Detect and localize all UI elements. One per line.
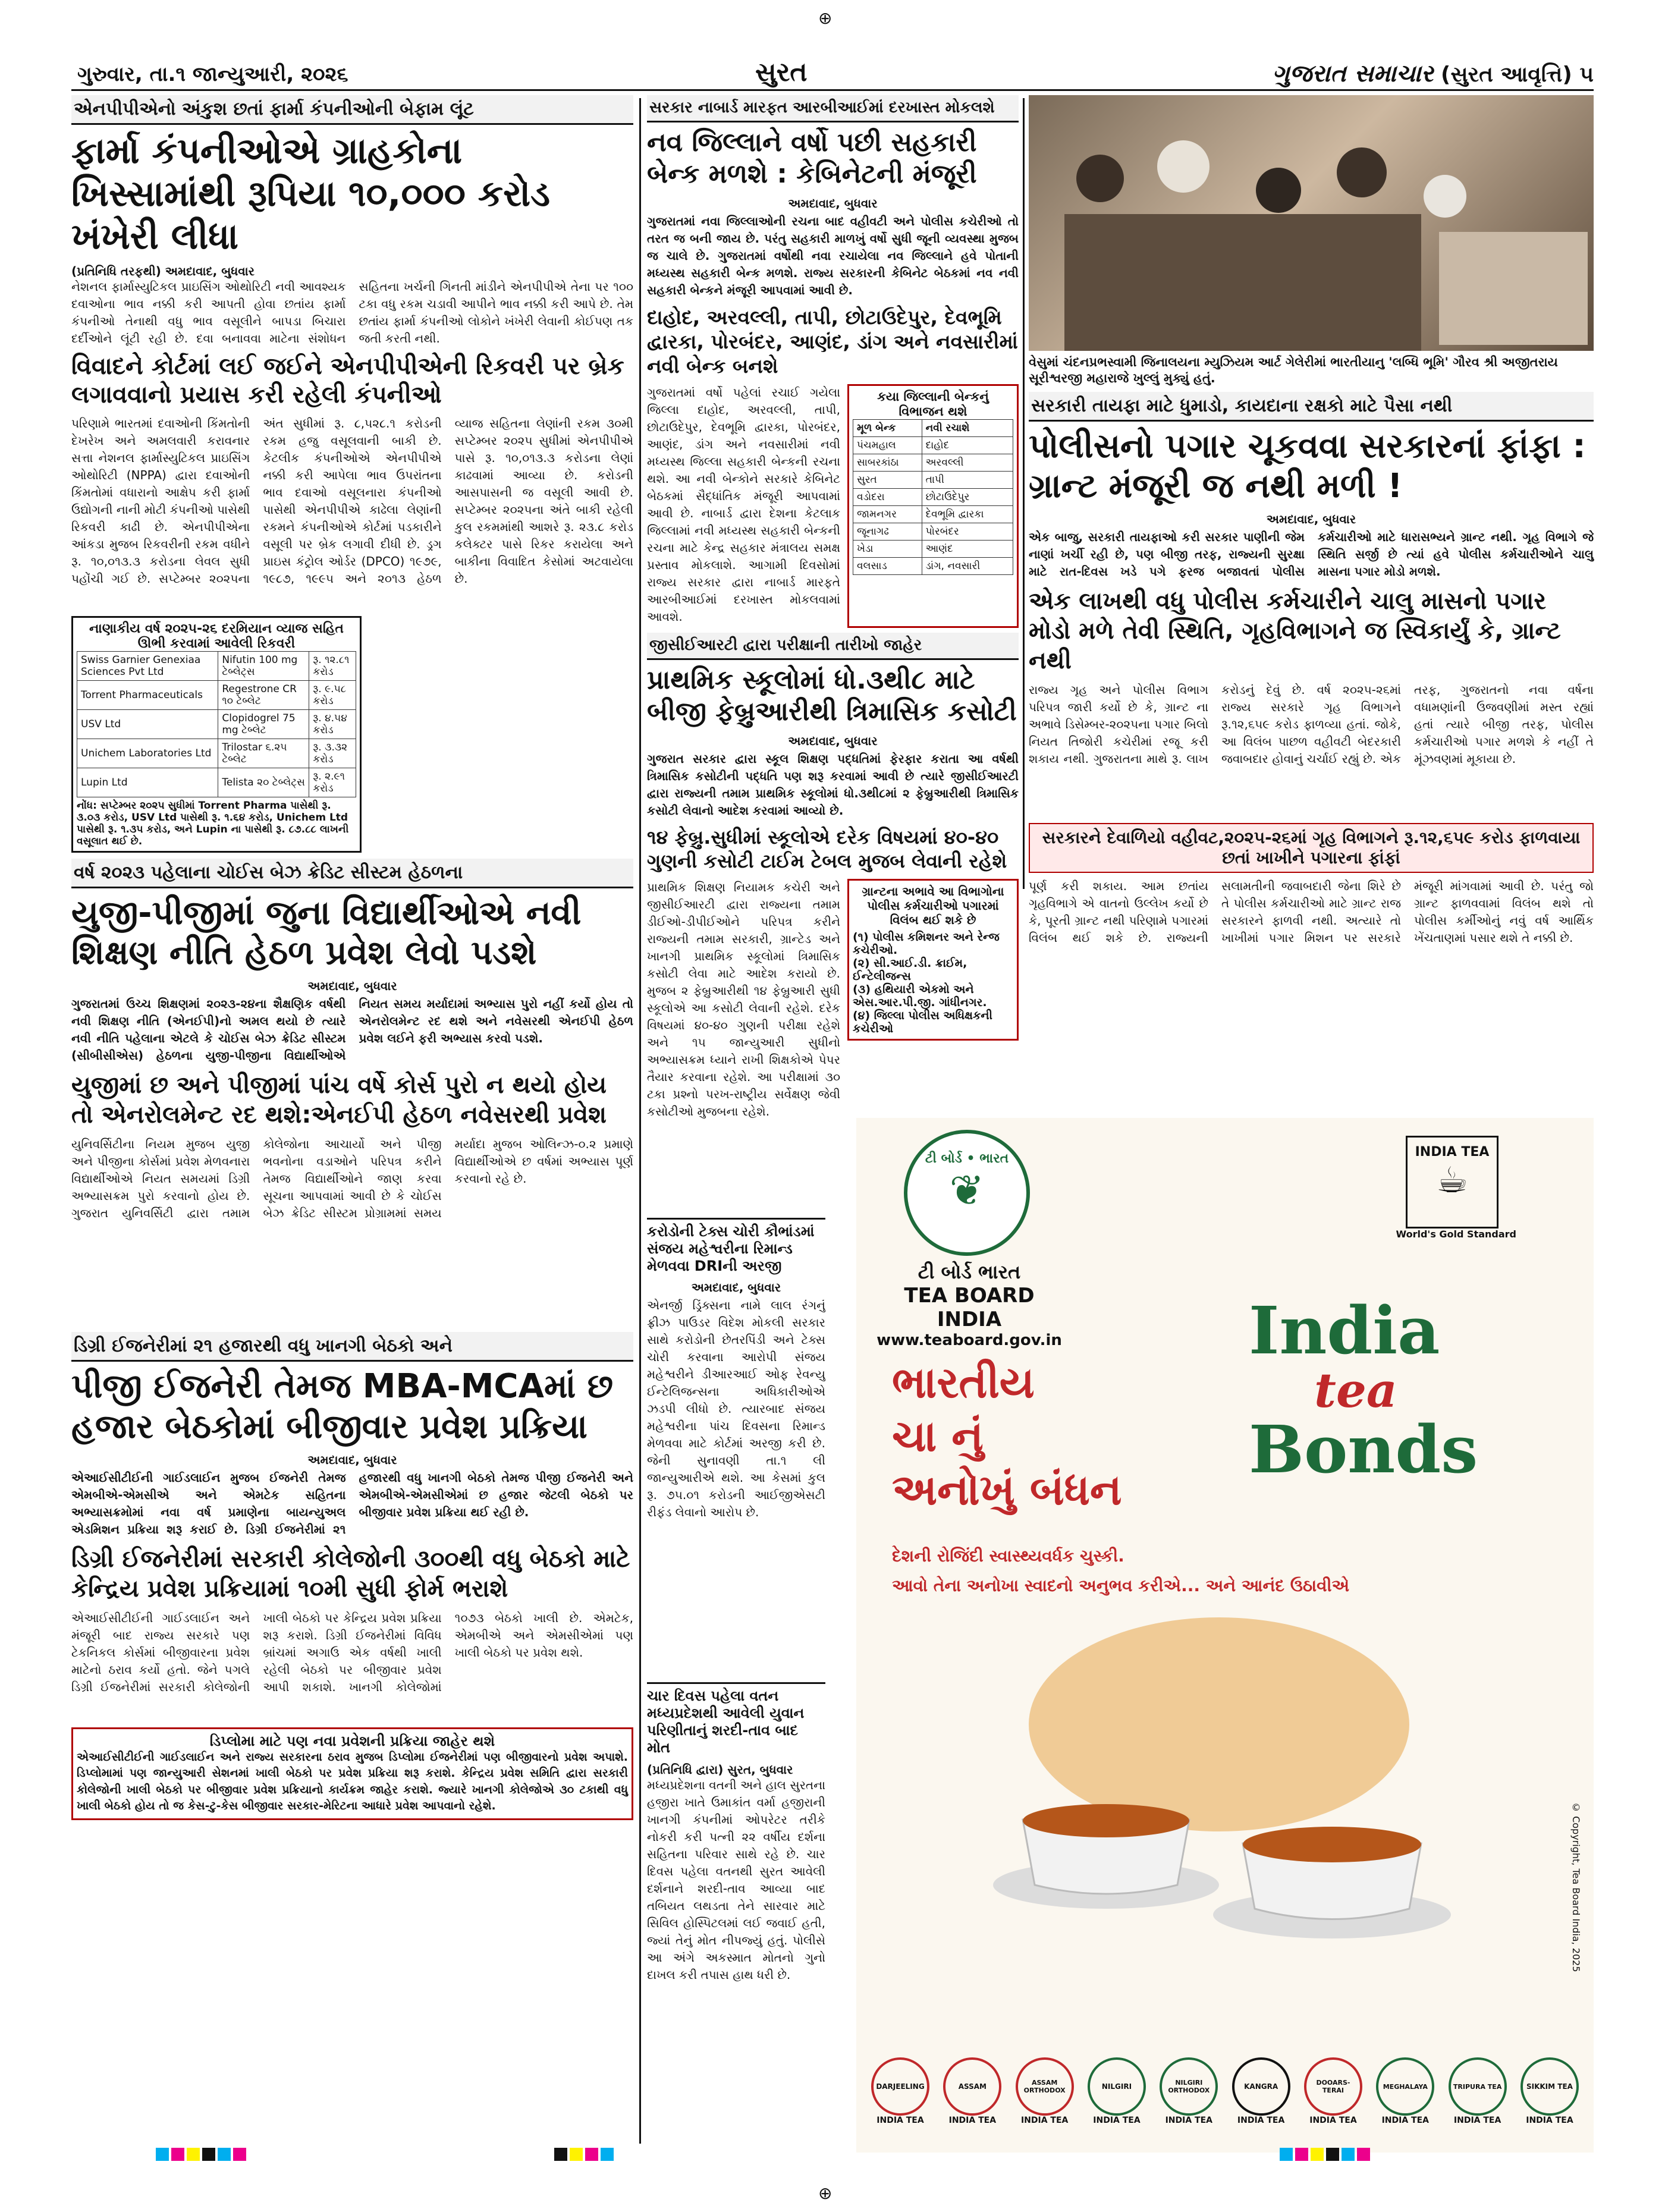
article-body: રાજ્ય ગૃહ અને પોલીસ વિભાગ પરિપત્ર જારી કર્યો છે કે, ગ્રાન્ટ ના અભાવે ડિસેમ્બર-૨૦૨૫ના પગાર બિલો નિયત તિજોરી કચેરીમાં રજૂ કરી શકાય નથી. ગુજરાતના માથે રૂ. લાખ કરોડનું દેવું છે. વર્ષ ૨૦૨૫-૨૬માં રાજ્ય સરકારે ગૃહ વિભાગને રૂ.૧૨,૬૫૯ કરોડ ફાળવ્યા હતાં. જોકે, આ વિલંબ પાછળ વહીવટી બેદરકારી જવાબદાર હોવાનું ચર્ચાઈ રહ્યું છે. એક તરફ, ગુજરાતનો નવા વર્ષના વધામણાંની ઉજવણીમાં મસ્ત રહ્યાં હતાં ત્યારે બીજી તરફ, પોલીસ કર્મચારીઓ પગાર મળશે કે નહીં તે મૂંઝવણમાં મૂકાયા છે. (1029, 682, 1594, 766)
diploma-notice (71, 1727, 633, 1820)
article-body: નેશનલ ફાર્માસ્યુટિકલ પ્રાઇસિંગ ઓથોરિટી નવી આવશ્યક દવાઓના ભાવ નક્કી કરી આપતી હોવા છતાંય ફાર્મા કંપનીઓ તેનાથી વધુ ભાવ વસૂલીને બાપડા બિચારા દર્દીઓને લૂંટી રહી છે. દવા બનાવવા માટેના સંશોધન સહિતના ખર્ચની ગિનતી માંડીને એનપીપીએ તેના પર ૧૦૦ ટકા વધુ રકમ ચડાવી આપીને ભાવ નક્કી કરી આપે છે. તેમ છતાંય ફાર્મા કંપનીઓ લોકોને ખંખેરી લેવાની કોઈપણ તક જતી કરતી નથી. (71, 279, 633, 345)
registration-mark-top: ⊕ (818, 8, 832, 28)
article-body: ગુજરાતમાં વર્ષો પહેલાં રચાઈ ગયેલા જિલ્લા દાહોદ, અરવલ્લી, તાપી, છોટાઉદેપુર, દેવભૂમિ દ્વારકા, પોરબંદર, આણંદ, ડાંગ અને નવસારીમાં નવી મધ્યસ્થ જિલ્લા સહકારી બેન્કની રચના થશે. આ નવી બેન્કોને સરકારે કેબિનેટ બેઠકમાં સૈદ્ધાંતિક મંજૂરી આપવામાં આવી છે. નાબાર્ડ દ્વારા દેશના કેટલાક જિલ્લામાં નવી મધ્યસ્થ સહકારી બેન્કની રચના માટે કેન્દ્ર સહકાર મંત્રાલય સમક્ષ પ્રસ્તાવ મોકલાશે. આગામી દિવસોમાં રાજ્ય સરકાર દ્વારા નાબાર્ડ મારફતે આરબીઆઈમાં દરખાસ્ત મોકલવામાં આવશે. (647, 385, 840, 624)
header-rule (71, 89, 1594, 91)
tea-leaf-icon: ❦ (949, 1166, 985, 1215)
paper-name: ગુજરાત સમાચાર (1272, 59, 1434, 87)
region-logo: DARJEELING INDIA TEA (868, 2057, 932, 2125)
box-item: (૧) પોલીસ કમિશનર અને રેન્જ કચેરીઓ. (853, 930, 1000, 957)
page-date: ગુરુવાર, તા.૧ જાન્યુઆરી, ૨૦૨૬ (77, 62, 348, 86)
headline: પોલીસનો પગાર ચૂકવવા સરકારનાં ફાંફા : ગ્રાન્ટ મંજૂરી જ નથી મળી ! (1029, 426, 1586, 505)
article-lead: એઆઈસીટીઈની ગાઈડલાઈન મુજબ ઈજનેરી તેમજ એમબીએ-એમસીએ અને એમટેક સહિતના અભ્યાસક્રમોમાં નવા વર્ષ પ્રમાણેના બાયન્યુઅલ એડમિશન પ્રક્રિયા શરૂ કરાઈ છે. ડિગ્રી ઈજનેરીમાં ૨૧ હજારથી વધુ ખાનગી બેઠકો તેમજ પીજી ઈજનેરી અને એમબીએ-એમસીએમાં છ હજાર જેટલી બેઠકો પર બીજીવાર પ્રવેશ પ્રક્રિયા થઈ રહી છે. (71, 1470, 633, 1537)
tea-board-ad (856, 1118, 1594, 2153)
headline: પ્રાથમિક સ્કૂલોમાં ધો.૩થી૮ માટે બીજી ફેબ્રુઆરીથી ત્રિમાસિક કસોટી (647, 665, 1017, 727)
ad-brand-tea: tea (1314, 1362, 1397, 1418)
article-npp-recovery (71, 352, 633, 611)
kicker: એનપીપીએનો અંકુશ છતાં ફાર્મા કંપનીઓની બેફામ લૂંટ (71, 95, 633, 125)
article-body: પરિણામે ભારતમાં દવાઓની કિંમતોની દેખરેખ અને અમલવારી કરાવનાર સત્તા નેશનલ ફાર્માસ્યુટિકલ પ્રાઇસિંગ ઓથોરિટી (NPPA) દ્વારા દવાઓની કિંમતોમાં વધારાનો આક્ષેપ કરી ફાર્મા ઉદ્યોગની નાની મોટી કંપનીઓ પાસેથી રિકવરી કાઢી છે. એનપીપીએના આંકડા મુજબ રિકવરીની રકમ વધીને રૂ. ૧૦,૦૧૩.૩ કરોડના લેવલ સુધી પહોંચી ગઈ છે. સપ્ટેમ્બર ૨૦૨૫ના અંત સુધીમાં રૂ. ૮,૫૨૮.૧ કરોડની રકમ હજુ વસૂલવાની બાકી છે. કેટલીક કંપનીઓએ એનપીપીએ નક્કી કરી આપેલા ભાવ ઉપરાંતના ભાવ દવાઓ વસૂલનારા કંપનીઓ પાસેથી એનપીપીએ કાઢેલા લેણાંની રકમને કંપનીઓએ કોર્ટમાં પડકારીને વસૂલી પર બ્રેક લગાવી દીધી છે. ડ્રગ પ્રાઇસ કંટ્રોલ ઓર્ડર (DPCO) ૧૯૭૯, ૧૯૮૭, ૧૯૯૫ અને ૨૦૧૩ હેઠળ વ્યાજ સહિતના લેણાંની રકમ ૩૦મી સપ્ટેમ્બર ૨૦૨૫ સુધીમાં એનપીપીએ પાસે રૂ. ૧૦,૦૧૩.૩ કરોડના લેણાં કાઢવામાં આવ્યા છે. કરોડની આસપાસની જ વસૂલી આવી છે. સપ્ટેમ્બર ૨૦૨૫ના અંતે બાકી રહેલી કુલ રકમમાંથી આશરે રૂ. ૨૩.૮ કરોડ કલેક્ટર પાસે રિકર કરાયેલા અને બાકીના વિવાદિત કેસોમાં અટવાયેલા છે. (71, 416, 633, 586)
table-row: જામનગર દેવભૂમિ દ્વારકા (853, 506, 1013, 523)
column-rule (1023, 98, 1025, 889)
article-body: એનર્જી ડ્રિંક્સના નામે લાલ રંગનું ફ્રીઝ પાઉડર વિદેશ મોકલી સરકાર સાથે કરોડોની છેતરપિંડી અને ટેક્સ ચોરી કરવાના આરોપી સંજય મહેશ્વરીને ડીઆરઆઈ ઓફ રેવન્યુ ઈન્ટેલિજન્સના અધિકારીઓએ ઝડપી લીધો છે. ત્યારબાદ સંજય મહેશ્વરીના પાંચ દિવસના રિમાન્ડ મેળવવા માટે કોર્ટમાં અરજી કરી છે. જેની સુનાવણી તા.૧ લી જાન્યુઆરીએ થશે. આ કેસમાં કુલ રૂ. ૭૫.૦૧ કરોડની આઈજીએસટી રીફંડ લેવાનો આરોપ છે. (647, 1298, 825, 1520)
color-bar-right (1278, 2148, 1371, 2163)
byline: (પ્રતિનિધિ દ્વારા) સુરત, બુધવાર (647, 1762, 793, 1777)
table-note: નોંધ: સપ્ટેમ્બર ૨૦૨૫ સુધીમાં Torrent Pharma પાસેથી રૂ. ૩.૦૩ કરોડ, USV Ltd પાસેથી રૂ. ૧.૬૪ કરોડ, Unichem Ltd પાસેથી રૂ. ૧.૩૫ કરોડ, અને Lupin ના પાસેથી રૂ. ૮૭.૮૮ લાખની વસૂલાત થઈ છે. (77, 800, 349, 847)
table-row: Lupin Ltd Telista ૨૦ ટેબ્લેટ્સ રૂ. ૨.૯૧ કરોડ (77, 768, 356, 797)
table-row: મૂળ બેન્ક નવી રચાશે (853, 420, 1013, 437)
article-body: પ્રાથમિક શિક્ષણ નિયામક કચેરી અને જીસીઈઆરટી દ્વારા રાજ્યના તમામ ડીઈઓ-ડીપીઈઓને પરિપત્ર કરીને રાજ્યની તમામ સરકારી, ગ્રાન્ટેડ અને ખાનગી પ્રાથમિક સ્કૂલોમાં ત્રિમાસિક કસોટી લેવા માટે આદેશ કરાયો છે. મુજબ ૨ ફેબ્રુઆરીથી ૧૪ ફેબ્રુઆરી સુધી સ્કૂલોએ આ કસોટી લેવાની રહેશે. દરેક વિષયમાં ૪૦-૪૦ ગુણની પરીક્ષા રહેશે અને ૧૫ જાન્યુઆરી સુધીનો અભ્યાસક્રમ ધ્યાને રાખી શિક્ષકોએ પેપર તૈયાર કરવાના રહેશે. આ પરીક્ષામાં ૩૦ ટકા પ્રશ્નો પરખ-રાષ્ટ્રીય સર્વેક્ષણ જેવી કસોટીઓ મુજબના રહેશે. (647, 879, 840, 1118)
table-row: સાબરકાંઠા અરવલ્લી (853, 454, 1013, 472)
ad-tagline-1: ભારતીય (892, 1358, 1035, 1407)
box-title: ગ્રાન્ટના અભાવે આ વિભાગોના પોલીસ કર્મચારીઓ પગારમાં વિલંબ થઈ શકે છે (862, 884, 1004, 927)
kicker: ડિગ્રી ઈજનેરીમાં ૨૧ હજારથી વધુ ખાનગી બેઠકો અને (71, 1332, 633, 1362)
tea-cups-illustration (951, 1605, 1487, 1974)
region-logo: MEGHALAYA INDIA TEA (1373, 2057, 1437, 2125)
ad-tagline-2: ચા નું (892, 1411, 984, 1461)
table-row: ખેડા આણંદ (853, 541, 1013, 558)
ad-line-1: દેશની રોજિંદી સ્વાસ્થ્યવર્ધક ચુસ્કી. (892, 1546, 1124, 1566)
article-ug-pg (71, 859, 633, 1332)
kicker: સરકાર નાબાર્ડ મારફત આરબીઆઈમાં દરખાસ્ત મોકલશે (647, 95, 1019, 122)
table-row: વલસાડ ડાંગ, નવસારી (853, 558, 1013, 575)
headline: કરોડોની ટેક્સ ચોરી કૌભાંડમાં સંજય મહેશ્વરીના રિમાન્ડ મેળવવા DRIની અરજી (647, 1218, 825, 1274)
article-engineering (71, 1332, 633, 1820)
byline: અમદાવાદ, બુધવાર (691, 1280, 781, 1295)
notice-body: એઆઈસીટીઈની ગાઈડલાઈન અને રાજ્ય સરકારના ઠરાવ મુજબ ડિપ્લોમા ઈજનેરીમાં પણ બીજીવારનો પ્રવેશ અપાશે. ડિપ્લોમામાં પણ જાન્યુઆરી સેશનમાં ખાલી બેઠકો પર પ્રવેશ પ્રક્રિયા શરૂ કરાશે. કેન્દ્રિય પ્રવેશ સમિતિ દ્વારા સરકારી કોલેજોની ખાલી બેઠકો પર બીજીવાર પ્રવેશ પ્રક્રિયાનો કાર્યક્રમ જાહેર કરાશે. જ્યારે ખાનગી કોલેજોએ ૩૦ ટકાથી વધુ ખાલી બેઠકો હોય તો જ કેસ-ટુ-કેસ બીજીવાર સરકાર-મેરિટના આધારે પ્રવેશ આપવાનો રહેશે. (77, 1750, 628, 1813)
article-coop-bank (647, 95, 1019, 628)
color-bar-left (155, 2148, 247, 2163)
kicker: સરકારી તાયફા માટે ધુમાડો, કાયદાના રક્ષકો માટે પૈસા નથી (1029, 392, 1594, 422)
kicker: વર્ષ ૨૦૨૩ પહેલાના ચોઈસ બેઝ ક્રેડિટ સીસ્ટમ હેઠળના (71, 859, 633, 888)
tea-cup-icon: ☕ (1436, 1160, 1468, 1201)
table-row: સુરત તાપી (853, 472, 1013, 489)
ad-org-english: TEA BOARD INDIA (904, 1284, 1035, 1331)
article-lead: ગુજરાતમાં ઉચ્ચ શિક્ષણમાં ૨૦૨૩-૨૪ના શૈક્ષણિક વર્ષથી નવી શિક્ષણ નીતિ (એનઈપી)નો અમલ થયો છે ત્યારે નવી નીતિ પહેલાના એટલે કે ચોઈસ બેઝ ક્રેડિટ સીસ્ટમ (સીબીસીએસ) હેઠળના યુજી-પીજીના વિદ્યાર્થીઓએ નિયત સમય મર્યાદામાં અભ્યાસ પુરો નહીં કર્યો હોય તો એનરોલમેન્ટ રદ થશે અને નવેસરથી એનઈપી હેઠળ પ્રવેશ લઈને ફરી અભ્યાસ કરવો પડશે. (71, 997, 633, 1063)
table-title: કયા જિલ્લાની બેન્કનું વિભાજન થશે (877, 389, 989, 419)
ad-line-2: આવો તેના અનોખા સ્વાદનો અનુભવ કરીએ... અને આનંદ ઉઠાવીએ (892, 1576, 1350, 1595)
data-table (853, 419, 1013, 575)
box-item: (૪) જિલ્લા પોલીસ અધિક્ષકની કચેરીઓ (853, 1008, 992, 1035)
registration-mark-bottom: ⊕ (818, 2183, 832, 2203)
page-city: સુરત (755, 57, 808, 87)
india-tea-logo: INDIA TEA ☕ (1406, 1136, 1498, 1228)
article-body: મધ્યપ્રદેશના વતની અને હાલ સુરતના હજીરા ખાતે ઉમાકાંત વર્મા હજીરાની ખાનગી કંપનીમાં ઓપરેટર તરીકે નોકરી કરી પત્ની ૨૨ વર્ષીય દર્શના સહિતના પરિવાર સાથે રહે છે. ચાર દિવસ પહેલા વતનથી સુરત આવેલી દર્શનાને શરદી-તાવ આવ્યા બાદ તબિયત લથડતા તેને સારવાર માટે સિવિલ હોસ્પિટલમાં લઈ જવાઈ હતી, જ્યાં તેનું મોત નીપજ્યું હતું. પોલીસે આ અંગે અકસ્માત મોતનો ગુનો દાખલ કરી તપાસ હાથ ધરી છે. (647, 1777, 825, 1982)
notice-title: ડિપ્લોમા માટે પણ નવા પ્રવેશની પ્રક્રિયા જાહેર થશે (209, 1732, 495, 1749)
recovery-table (71, 616, 362, 853)
headline: નવ જિલ્લાને વર્ષો પછી સહકારી બેન્ક મળશે : કેબિનેટની મંજૂરી (647, 127, 977, 189)
byline: અમદાવાદ, બુધવાર (307, 1452, 397, 1467)
article-police-salary (1029, 392, 1594, 1026)
photo-caption: વેસુમાં ચંદનપ્રભસ્વામી જિનાલયના મ્યુઝિયમ આર્ટ ગેલેરીમાં ભારતીયાનુ 'લબ્ધિ ભૂમિ' ગૌરવ શ્રી અજીતરાય સૂરીશ્વરજી મહારાજે ખુલ્લું મુક્યું હતું. (1029, 355, 1558, 386)
byline: અમદાવાદ, બુધવાર (788, 196, 878, 210)
left-column (71, 95, 633, 2153)
red-kicker: સરકારને દેવાળિયો વહીવટ,૨૦૨૫-૨૬માં ગૃહ વિભાગને રૂ.૧૨,૬૫૯ કરોડ ફાળવાયા છતાં ખાખીને પગારના ફાંફાં (1029, 823, 1594, 873)
data-table (77, 651, 356, 797)
tea-region-logos (868, 2057, 1582, 2125)
byline: અમદાવાદ, બુધવાર (788, 733, 878, 748)
kicker: જીસીઈઆરટી દ્વારા પરીક્ષાની તારીખો જાહેર (647, 633, 1019, 660)
ad-copyright: © Copyright, Tea Board India, 2025 (1570, 1802, 1582, 1972)
article-lead: ગુજરાત સરકાર દ્વારા સ્કૂલ શિક્ષણ પદ્ધતિમાં ફેરફાર કરાતા આ વર્ષથી ત્રિમાસિક કસોટીની પદ્ધતિ પણ શરૂ કરવામાં આવી છે ત્યારે જીસીઈઆરટી દ્વારા રાજ્યની તમામ પ્રાથમિક સ્કૂલોમાં ધો.૩થી૮માં ૨ ફેબ્રુઆરીથી ત્રિમાસિક કસોટી લેવાનો આદેશ કરવામાં આવ્યો છે. (647, 751, 1019, 818)
table-row: Swiss Garnier Genexiaa Sciences Pvt Ltd Nifutin 100 mg ટેબ્લેટ્સ રૂ. ૧૨.૮૧ કરોડ (77, 652, 356, 681)
headline: પીજી ઈજનેરી તેમજ MBA-MCAમાં છ હજાર બેઠકોમાં બીજીવાર પ્રવેશ પ્રક્રિયા (71, 1367, 613, 1446)
article-tax-fraud (647, 1218, 825, 2110)
region-logo: SIKKIM TEA INDIA TEA (1518, 2057, 1582, 2125)
subheadline: ૧૪ ફેબ્રુ.સુધીમાં સ્કૂલોએ દરેક વિષયમાં ૪૦-૪૦ ગુણની કસોટી ટાઈમ ટેબલ મુજબ લેવાની રહેશે (647, 825, 1007, 872)
region-logo: NILGIRI ORTHODOX INDIA TEA (1157, 2057, 1221, 2125)
photo-crowd (1029, 95, 1594, 351)
table-row: વડોદરા છોટાઉદેપુર (853, 489, 1013, 506)
ad-org-gujarati: ટી બોર્ડ ભારત (918, 1261, 1021, 1283)
box-item: (૩) હથિયારી એકમો અને એસ.આર.પી.જી. ગાંધીનગર. (853, 982, 987, 1009)
headline: ફાર્મા કંપનીઓએ ગ્રાહકોના ખિસ્સામાંથી રૂપિયા ૧૦,૦૦૦ કરોડ ખંખેરી લીધા (71, 130, 551, 257)
table-row: USV Ltd Clopidogrel 75 mg ટેબ્લેટ રૂ. ૪.૫૪ કરોડ (77, 710, 356, 739)
region-logo: ASSAM INDIA TEA (940, 2057, 1004, 2125)
region-logo: KANGRA INDIA TEA (1229, 2057, 1293, 2125)
color-bar-mid (553, 2148, 615, 2163)
article-body: યુનિવર્સિટીના નિયમ મુજબ યુજી અને પીજીના કોર્સમાં પ્રવેશ મેળવનારા વિદ્યાર્થીઓએ નિયત સમયમાં ડિગ્રી અભ્યાસક્રમ પુરો કરવાનો હોય છે. ગુજરાત યુનિવર્સિટી દ્વારા તમામ કોલેજોના આચાર્યો અને પીજી ભવનોના વડાઓને પરિપત્ર કરીને તેમજ વિદ્યાર્થીઓને જાણ કરવા સૂચના આપવામાં આવી છે કે ચોઈસ બેઝ ક્રેડિટ સીસ્ટમ પ્રોગ્રામમાં સમય મર્યાદા મુજબ ઓલિન્ઝ-૦.૨ પ્રમાણે વિદ્યાર્થીઓએ છ વર્ષમાં અભ્યાસ પૂર્ણ કરવાનો રહે છે. (71, 1137, 633, 1221)
table-row: જૂનાગઢ પોરબંદર (853, 523, 1013, 541)
edition-label: (સુરત આવૃત્તિ) ૫ (1440, 62, 1594, 87)
table-row: Unichem Laboratories Ltd Trilostar ૬.૨૫ ટેબ્લેટ રૂ. ૩.૩૨ કરોડ (77, 739, 356, 768)
article-body: પૂર્ણ કરી શકાય. આમ છતાંય ગૃહવિભાગે એ વાતનો ઉલ્લેખ કર્યો છે કે, પૂરતી ગ્રાન્ટ નથી પરિણામે પગારમાં વિલંબ થઈ શકે છે. રાજ્યની સલામતીની જવાબદારી જેના શિરે છે તે પોલીસ કર્મચારીઓ માટે ગ્રાન્ટ રાજ સરકારને ફાળવી નથી. અત્યારે તો ખાખીમાં પગાર મિશન પર સરકારે મંજૂરી માંગવામાં આવી છે. પરંતુ જો ગ્રાન્ટ ફાળવવામાં વિલંબ થશે તો પોલીસ કર્મીઓનું નવું વર્ષ આર્થિક ખેંચતાણમાં પસાર થશે તે નક્કી છે. (1029, 878, 1594, 945)
police-grant-box (847, 879, 1019, 1041)
ad-logo-tag: World's Gold Standard (1396, 1228, 1516, 1240)
region-logo: TRIPURA TEA INDIA TEA (1446, 2057, 1510, 2125)
region-logo: DOOARS-TERAI INDIA TEA (1301, 2057, 1365, 2125)
subheadline: યુજીમાં છ અને પીજીમાં પાંચ વર્ષે કોર્સ પુરો ન થયો હોય તો એનરોલમેન્ટ રદ થશે:એનઈપી હેઠળ નવેસરથી પ્રવેશ (71, 1072, 607, 1129)
article-body: એઆઈસીટીઈની ગાઈડલાઈન અને મંજૂરી બાદ રાજ્ય સરકારે પણ ટેકનિકલ કોર્સમાં બીજીવારના પ્રવેશ માટેનો ઠરાવ કર્યો હતો. જેને પગલે ડિગ્રી ઈજનેરીમાં સરકારી કોલેજોની ખાલી બેઠકો પર કેન્દ્રિય પ્રવેશ પ્રક્રિયા શરૂ કરાશે. ડિગ્રી ઈજનેરીમાં વિવિધ બ્રાંચમાં અગાઉ એક વર્ષથી ખાલી રહેલી બેઠકો પર બીજીવાર પ્રવેશ આપી શકાશે. ખાનગી કોલેજોમાં ૧૦૭૩ બેઠકો ખાલી છે. એમટેક, એમબીએ અને એમસીએમાં પણ ખાલી બેઠકો પર પ્રવેશ થશે. (71, 1610, 633, 1694)
table-row: પંચમહાલ દાહોદ (853, 437, 1013, 454)
ad-url: www.teaboard.gov.in (877, 1331, 1062, 1349)
column-rule (639, 98, 641, 2144)
bank-split-table (847, 384, 1019, 628)
region-logo: ASSAM ORTHODOX INDIA TEA (1013, 2057, 1077, 2125)
headline: ચાર દિવસ પહેલા વતન મધ્યપ્રદેશથી આવેલી યુવાન પરિણીતાનું શરદી-તાવ બાદ મોત (647, 1682, 825, 1756)
subheadline: ડિગ્રી ઈજનેરીમાં સરકારી કોલેજોની ૩૦૦થી વધુ બેઠકો માટે કેન્દ્રિય પ્રવેશ પ્રક્રિયામાં ૧૦મી સુધી ફોર્મ ભરાશે (71, 1545, 630, 1603)
region-logo: NILGIRI INDIA TEA (1085, 2057, 1149, 2125)
headline: યુજી-પીજીમાં જુના વિદ્યાર્થીઓએ નવી શિક્ષણ નીતિ હેઠળ પ્રવેશ લેવો પડશે (71, 894, 582, 973)
masthead-brand (1272, 59, 1594, 87)
byline: અમદાવાદ, બુધવાર (307, 979, 397, 994)
table-row: Torrent Pharmaceuticals Regestrone CR ૧૦ ટેબ્લેટ રૂ. ૯.૫૮ કરોડ (77, 681, 356, 710)
ad-emblem: ટી બોર્ડ • ભારત ❦ (904, 1130, 1030, 1256)
ad-brand-bonds: Bonds (1249, 1410, 1478, 1488)
byline: અમદાવાદ, બુધવાર (1266, 511, 1356, 526)
article-lead: એક બાજુ, સરકારી તાયફાઓ કરી સરકાર પાણીની જેમ નાણાં ખર્ચી રહી છે, પણ બીજી તરફ, રાજ્યની સુરક્ષા માટે રાત-દિવસ ખડે પગે ફરજ બજાવતાં પોલીસ કર્મચારીઓ માટે ધારાસભ્યને ગ્રાન્ટ નથી. ગૃહ વિભાગે જે સ્થિતિ સર્જી છે ત્યાં હવે પોલીસ કર્મચારીઓને ચાલુ માસના પગાર મોડો મળશે. (1029, 529, 1594, 579)
table-title: નાણાકીય વર્ષ ૨૦૨૫-૨૬ દરમિયાન વ્યાજ સહિત ઊભી કરવામાં આવેલી રિકવરી (89, 621, 344, 651)
article-lead: ગુજરાતમાં નવા જિલ્લાઓની રચના બાદ વહીવટી અને પોલીસ કચેરીઓ તો તરત જ બની જાય છે. પરંતુ સહકારી માળખું વર્ષો સુધી જૂની વ્યવસ્થા મુજબ જ ચાલે છે. ગુજરાતમાં વર્ષોથી નવા રચાયેલા નવ જિલ્લાને હવે પોતાની મધ્યસ્થ સહકારી બેન્ક મળશે. રાજ્ય સરકારની કેબિનેટ બેઠકમાં નવ નવી સહકારી બેન્કને મંજૂરી આપવામાં આવી છે. (647, 213, 1019, 297)
ad-tagline-3: અનોખું બંધન (892, 1465, 1122, 1515)
box-item: (૨) સી.આઈ.ડી. ક્રાઈમ, ઈન્ટેલીજન્સ (853, 956, 967, 983)
headline: વિવાદને કોર્ટમાં લઈ જઈને એનપીપીએની રિકવરી પર બ્રેક લગાવવાનો પ્રયાસ કરી રહેલી કંપનીઓ (71, 353, 624, 409)
crowd-photo-icon (1029, 95, 1594, 351)
subheadline: એક લાખથી વધુ પોલીસ કર્મચારીને ચાલુ માસનો પગાર મોડો મળે તેવી સ્થિતિ, ગૃહવિભાગને જ સ્વિકાર્યું કે, ગ્રાન્ટ નથી (1029, 587, 1561, 674)
byline: (પ્રતિનિધિ તરફથી) અમદાવાદ, બુધવાર (71, 264, 255, 278)
ad-brand-india: India (1249, 1292, 1440, 1369)
subheadline: દાહોદ, અરવલ્લી, તાપી, છોટાઉદેપુર, દેવભૂમિ દ્વારકા, પોરબંદર, આણંદ, ડાંગ અને નવસારીમાં નવી બેન્ક બનશે (647, 305, 1018, 378)
article-pharma (71, 95, 633, 347)
